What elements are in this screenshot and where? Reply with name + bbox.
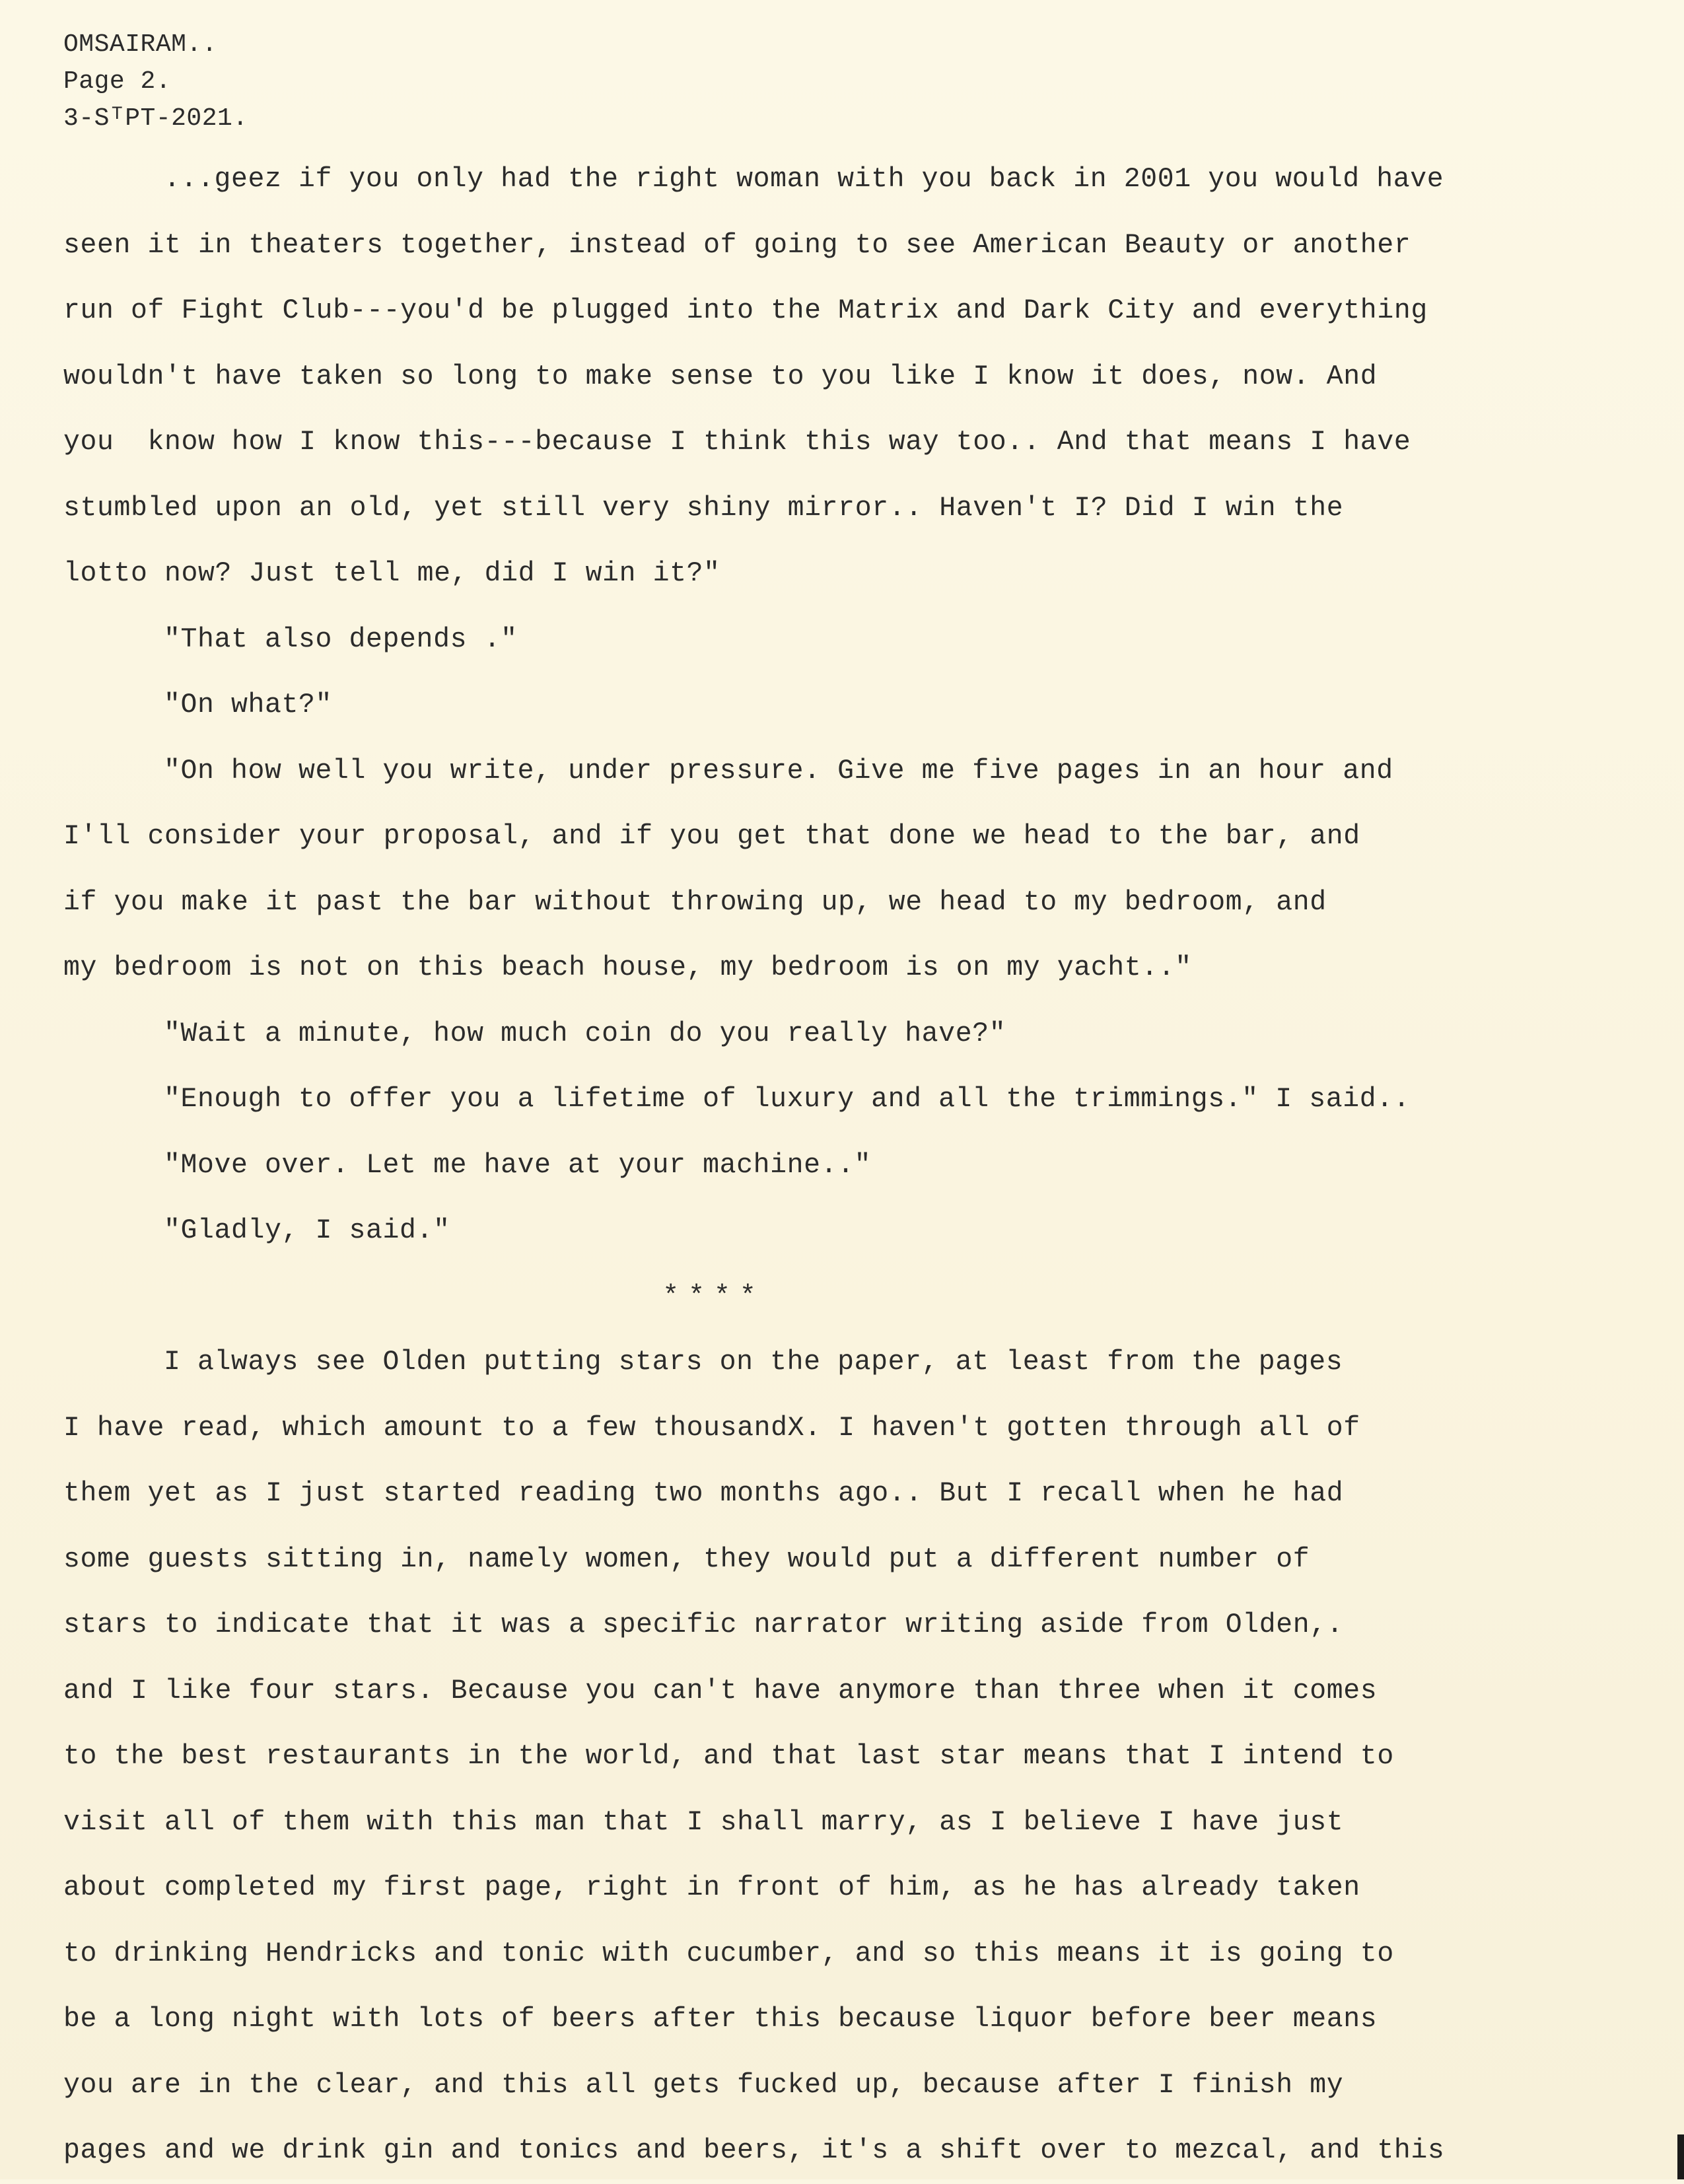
body-text (63, 147, 1675, 2184)
text-line: stars to indicate that it was a specific narrator writing aside from Olden,. (63, 1609, 1344, 1640)
page-edge-mark (1677, 2134, 1684, 2179)
header-date: 3-SᵀPT-2021. (63, 104, 248, 133)
text-line: my bedroom is not on this beach house, my bedroom is on my yacht.." (63, 952, 1192, 983)
text-line: I have read, which amount to a few thousandX. I haven't gotten through all of (63, 1412, 1360, 1444)
dialogue-line: "Move over. Let me have at your machine.." (164, 1149, 872, 1181)
text-line: I'll consider your proposal, and if you get that done we head to the bar, and (63, 821, 1360, 852)
page-header (63, 26, 248, 137)
text-line: some guests sitting in, namely women, they would put a different number of (63, 1543, 1310, 1575)
header-title: OMSAIRAM.. (63, 30, 218, 59)
text-line: be a long night with lots of beers after this because liquor before beer means (63, 2004, 1378, 2035)
text-line: stumbled upon an old, yet still very shiny mirror.. Haven't I? Did I win the (63, 492, 1344, 524)
text-line: lotto now? Just tell me, did I win it?" (63, 558, 720, 589)
text-line: about completed my first page, right in front of him, as he has already taken (63, 1872, 1360, 1903)
text-line: to drinking Hendricks and tonic with cucumber, and so this means it is going to (63, 1938, 1394, 1969)
dialogue-line: "Enough to offer you a lifetime of luxury and all the trimmings." I said.. (164, 1084, 1411, 1115)
text-line: pages and we drink gin and tonics and beers, it's a shift over to mezcal, and this (63, 2135, 1445, 2166)
text-line: to the best restaurants in the world, and that last star means that I intend to (63, 1741, 1394, 1772)
text-line: I always see Olden putting stars on the paper, at least from the pages (164, 1347, 1343, 1378)
dialogue-line: "On what?" (164, 689, 333, 721)
text-line: ...geez if you only had the right woman with you back in 2001 you would have (164, 164, 1444, 195)
text-line: seen it in theaters together, instead of going to see American Beauty or another (63, 229, 1411, 261)
dialogue-line: "On how well you write, under pressure. Give me five pages in an hour and (164, 755, 1393, 787)
text-line: if you make it past the bar without throwing up, we head to my bedroom, and (63, 886, 1327, 918)
dialogue-line: "Gladly, I said." (164, 1215, 450, 1246)
dialogue-line: "Wait a minute, how much coin do you really have?" (164, 1018, 1006, 1049)
section-break-stars: **** (662, 1281, 765, 1312)
dialogue-line: "That also depends ." (164, 623, 518, 655)
text-line: run of Fight Club---you'd be plugged into the Matrix and Dark City and everything (63, 295, 1428, 326)
text-line: you are in the clear, and this all gets fucked up, because after I finish my (63, 2069, 1344, 2101)
text-line: them yet as I just started reading two months ago.. But I recall when he had (63, 1478, 1344, 1509)
text-line: wouldn't have taken so long to make sense to you like I know it does, now. And (63, 361, 1378, 392)
text-line: you know how I know this---because I think this way too.. And that means I have (63, 427, 1411, 458)
text-line: visit all of them with this man that I shall marry, as I believe I have just (63, 1806, 1344, 1838)
header-page-number: Page 2. (63, 67, 172, 96)
text-line: and I like four stars. Because you can't have anymore than three when it comes (63, 1675, 1378, 1707)
